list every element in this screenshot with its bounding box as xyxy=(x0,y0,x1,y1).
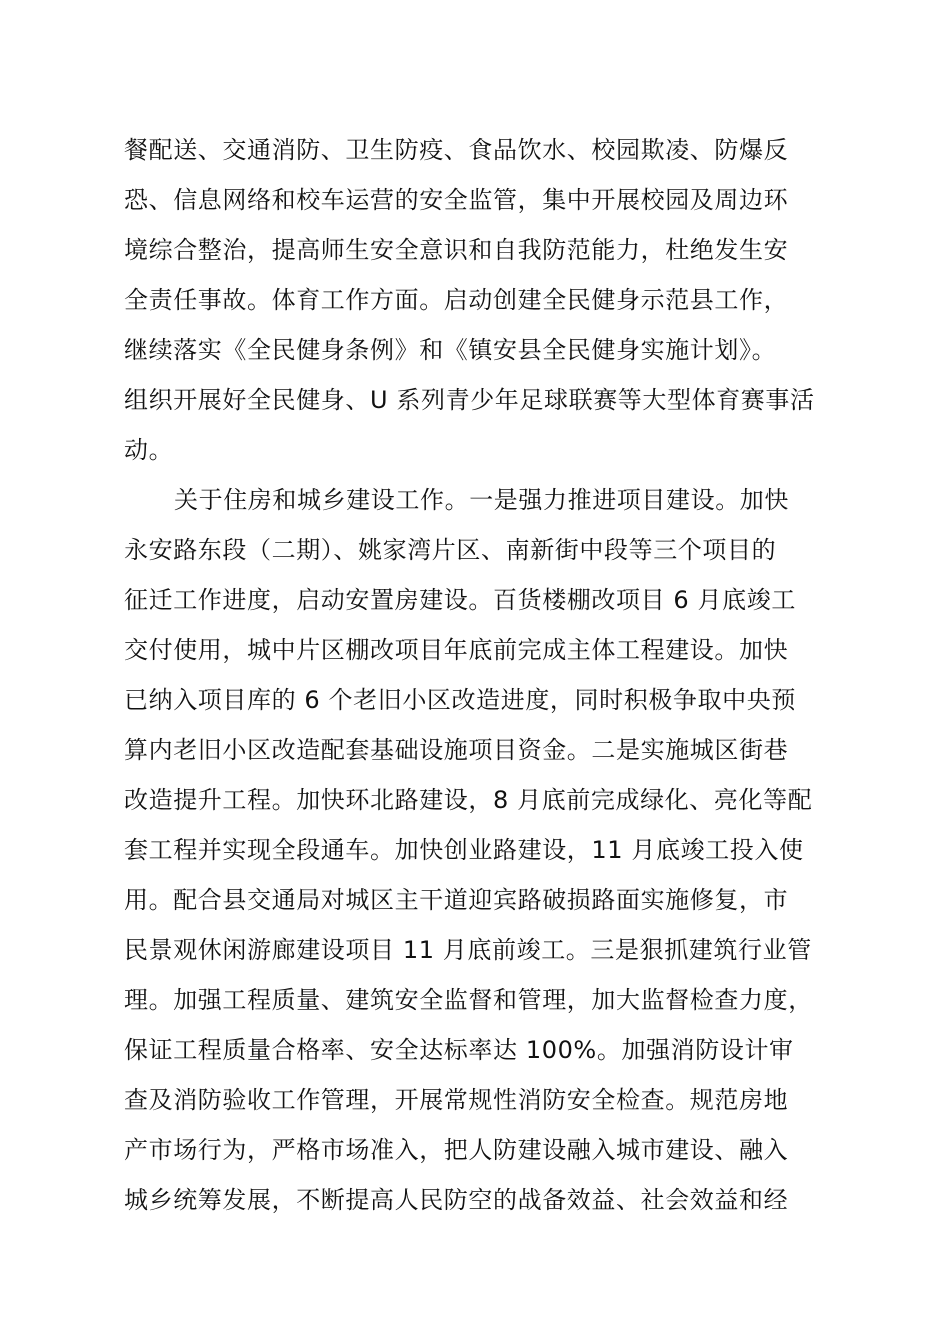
text-line: 恐、信息网络和校车运营的安全监管，集中开展校园及周边环 xyxy=(124,186,789,214)
text-line: 保证工程质量合格率、安全达标率达 100%。加强消防设计审 xyxy=(124,1036,794,1064)
text-line: 查及消防验收工作管理，开展常规性消防安全检查。规范房地 xyxy=(124,1086,789,1114)
text-line: 算内老旧小区改造配套基础设施项目资金。二是实施城区街巷 xyxy=(124,736,789,764)
text-line: 城乡统筹发展，不断提高人民防空的战备效益、社会效益和经 xyxy=(124,1186,789,1214)
text-line: 已纳入项目库的 6 个老旧小区改造进度，同时积极争取中央预 xyxy=(124,686,796,714)
text-line: 全责任事故。体育工作方面。启动创建全民健身示范县工作， xyxy=(124,286,789,314)
text-line: 继续落实《全民健身条例》和《镇安县全民健身实施计划》。 xyxy=(124,336,777,364)
text-line: 组织开展好全民健身、U 系列青少年足球联赛等大型体育赛事活 xyxy=(124,386,815,414)
text-line: 理。加强工程质量、建筑安全监督和管理，加大监督检查力度， xyxy=(124,986,813,1014)
text-line: 产市场行为，严格市场准入，把人防建设融入城市建设、融入 xyxy=(124,1136,789,1164)
text-line: 餐配送、交通消防、卫生防疫、食品饮水、校园欺凌、防爆反 xyxy=(124,136,789,164)
paragraph-first-line: 关于住房和城乡建设工作。一是强力推进项目建设。加快 xyxy=(174,486,789,514)
text-line: 套工程并实现全段通车。加快创业路建设，11 月底竣工投入使 xyxy=(124,836,804,864)
text-line: 用。配合县交通局对城区主干道迎宾路破损路面实施修复，市 xyxy=(124,886,789,914)
text-line: 境综合整治，提高师生安全意识和自我防范能力，杜绝发生安 xyxy=(124,236,789,264)
text-line: 永安路东段（二期）、姚家湾片区、南新街中段等三个项目的 xyxy=(124,536,777,564)
text-line: 征迁工作进度，启动安置房建设。百货楼棚改项目 6 月底竣工 xyxy=(124,586,796,614)
text-line: 交付使用，城中片区棚改项目年底前完成主体工程建设。加快 xyxy=(124,636,789,664)
text-line: 动。 xyxy=(124,436,174,464)
text-line: 改造提升工程。加快环北路建设，8 月底前完成绿化、亮化等配 xyxy=(124,786,813,814)
text-line: 民景观休闲游廊建设项目 11 月底前竣工。三是狠抓建筑行业管 xyxy=(124,936,812,964)
